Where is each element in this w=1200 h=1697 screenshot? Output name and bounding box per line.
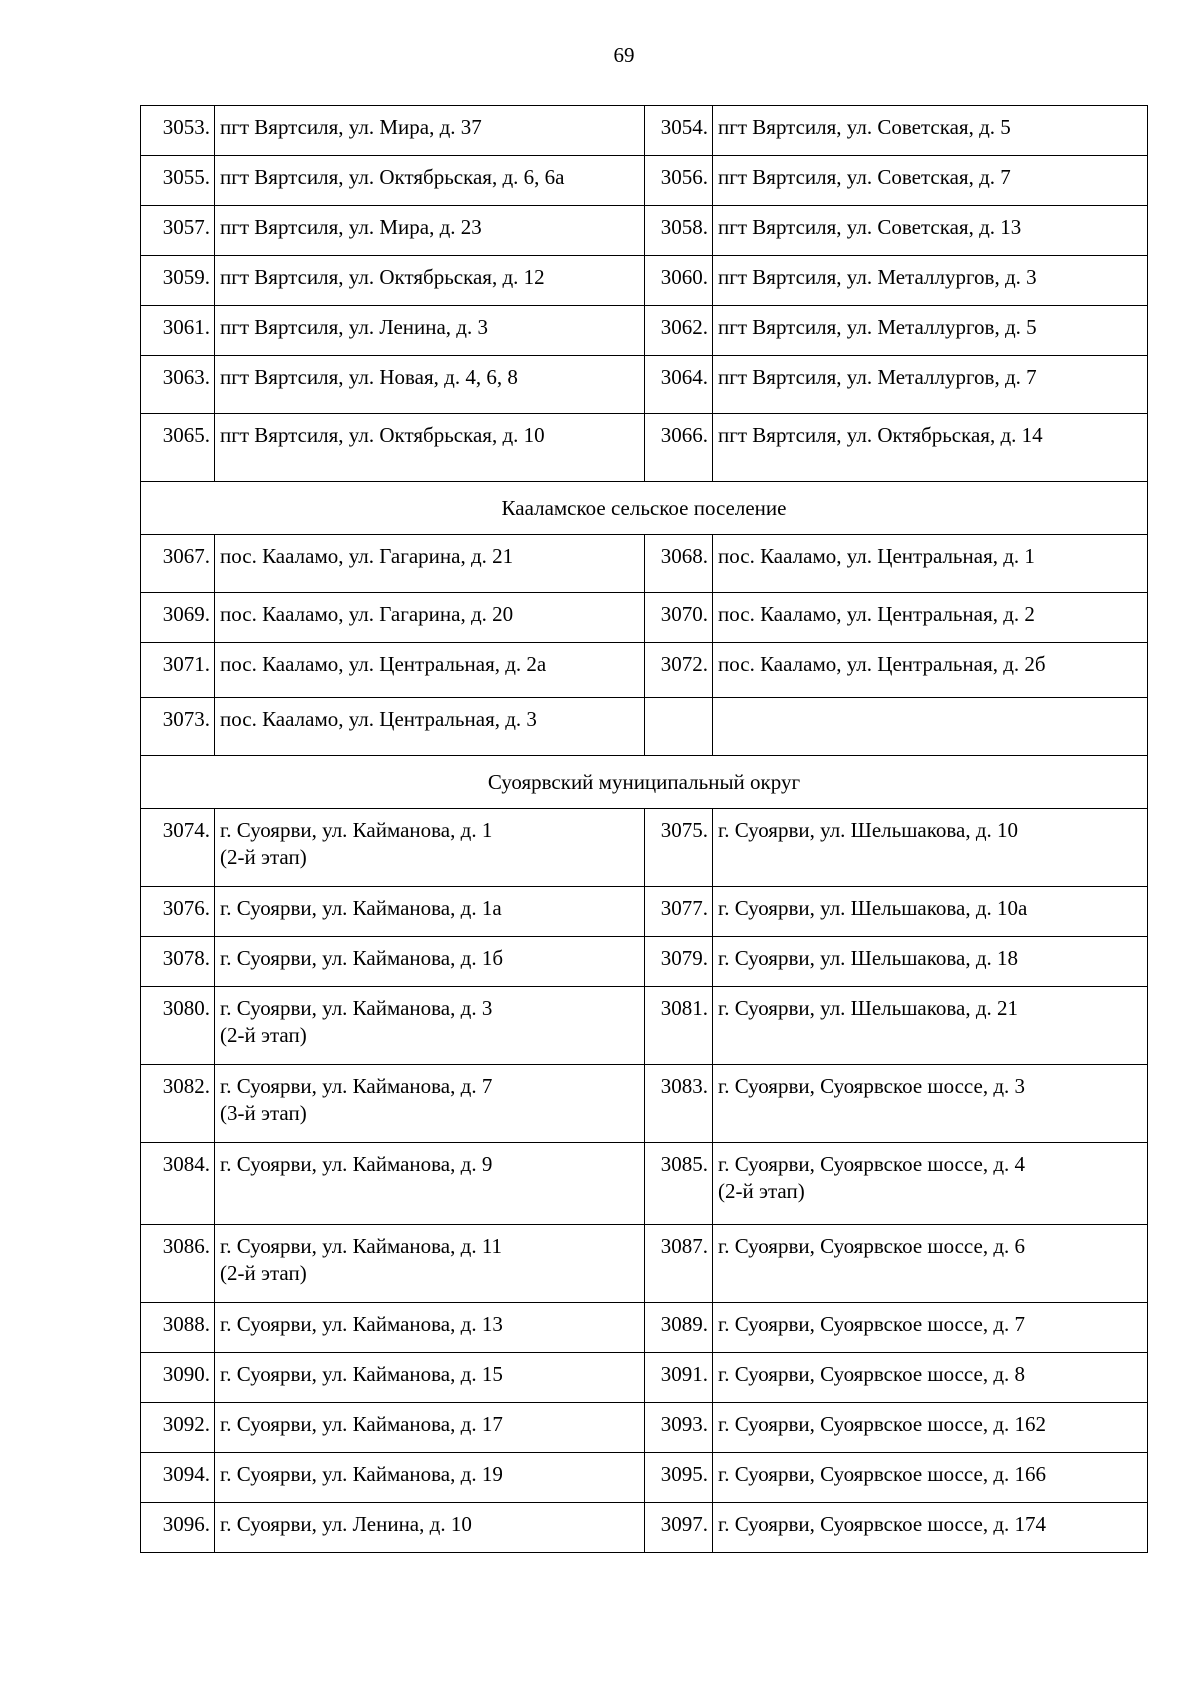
address-cell (713, 414, 1148, 482)
entry-number: 3071. (141, 643, 215, 698)
address-cell (215, 937, 645, 987)
entry-number: 3056. (645, 156, 713, 206)
entry-number: 3088. (141, 1303, 215, 1353)
address-cell (215, 1503, 645, 1553)
entry-number: 3063. (141, 356, 215, 414)
address-cell (215, 1303, 645, 1353)
address-line: пгт Вяртсиля, ул. Октябрьская, д. 10 (220, 423, 545, 447)
entry-number: 3057. (141, 206, 215, 256)
address-cell (713, 306, 1148, 356)
address-cell (713, 698, 1148, 756)
address-cell (713, 1503, 1148, 1553)
entry-number: 3060. (645, 256, 713, 306)
address-line: (2-й этап) (220, 1023, 307, 1047)
address-cell (215, 887, 645, 937)
entry-number: 3062. (645, 306, 713, 356)
address-cell (215, 206, 645, 256)
address-cell (713, 593, 1148, 643)
address-line: г. Суоярви, ул. Шельшакова, д. 21 (718, 996, 1019, 1020)
address-line: пгт Вяртсиля, ул. Советская, д. 5 (718, 115, 1011, 139)
address-cell (713, 206, 1148, 256)
address-cell (215, 987, 645, 1065)
address-line: г. Суоярви, Суоярвское шоссе, д. 8 (718, 1362, 1026, 1386)
table-row (141, 1453, 1148, 1503)
address-line: (3-й этап) (220, 1101, 307, 1125)
table-row (141, 1403, 1148, 1453)
address-cell (215, 1143, 645, 1225)
address-line: пгт Вяртсиля, ул. Новая, д. 4, 6, 8 (220, 365, 518, 389)
address-line: г. Суоярви, Суоярвское шоссе, д. 3 (718, 1074, 1026, 1098)
address-cell (215, 156, 645, 206)
address-line: г. Суоярви, ул. Кайманова, д. 1 (220, 818, 493, 842)
address-cell (713, 1453, 1148, 1503)
address-line: г. Суоярви, ул. Кайманова, д. 11 (220, 1234, 503, 1258)
address-line: пос. Кааламо, ул. Центральная, д. 2 (718, 602, 1035, 626)
entry-number: 3065. (141, 414, 215, 482)
entry-number: 3072. (645, 643, 713, 698)
entry-number: 3091. (645, 1353, 713, 1403)
entry-number: 3069. (141, 593, 215, 643)
table-row (141, 643, 1148, 698)
section-heading-row (141, 482, 1148, 535)
address-line: (2-й этап) (718, 1179, 805, 1203)
entry-number: 3094. (141, 1453, 215, 1503)
address-line: г. Суоярви, Суоярвское шоссе, д. 162 (718, 1412, 1047, 1436)
entry-number: 3067. (141, 535, 215, 593)
address-cell (215, 698, 645, 756)
address-line: г. Суоярви, Суоярвское шоссе, д. 4 (718, 1152, 1026, 1176)
entry-number: 3086. (141, 1225, 215, 1303)
address-line: пгт Вяртсиля, ул. Советская, д. 7 (718, 165, 1011, 189)
address-line: пос. Кааламо, ул. Гагарина, д. 21 (220, 544, 514, 568)
entry-number: 3053. (141, 106, 215, 156)
entry-number: 3084. (141, 1143, 215, 1225)
entry-number: 3082. (141, 1065, 215, 1143)
address-cell (215, 106, 645, 156)
entry-number: 3092. (141, 1403, 215, 1453)
table-row (141, 356, 1148, 414)
address-cell (713, 1403, 1148, 1453)
address-cell (215, 1065, 645, 1143)
address-line: г. Суоярви, ул. Шельшакова, д. 18 (718, 946, 1019, 970)
address-cell (215, 535, 645, 593)
address-line: г. Суоярви, Суоярвское шоссе, д. 6 (718, 1234, 1026, 1258)
entry-number: 3066. (645, 414, 713, 482)
address-cell (713, 1303, 1148, 1353)
table-row (141, 414, 1148, 482)
address-line: г. Суоярви, Суоярвское шоссе, д. 7 (718, 1312, 1026, 1336)
section-heading-row (141, 756, 1148, 809)
entry-number: 3090. (141, 1353, 215, 1403)
table-row (141, 593, 1148, 643)
entry-number: 3096. (141, 1503, 215, 1553)
address-line: пгт Вяртсиля, ул. Октябрьская, д. 14 (718, 423, 1043, 447)
address-line: пос. Кааламо, ул. Центральная, д. 3 (220, 707, 537, 731)
table-row (141, 987, 1148, 1065)
address-cell (713, 1353, 1148, 1403)
entry-number: 3095. (645, 1453, 713, 1503)
address-line: г. Суоярви, Суоярвское шоссе, д. 166 (718, 1462, 1047, 1486)
entry-number: 3097. (645, 1503, 713, 1553)
section-heading: Суоярвский муниципальный округ (141, 756, 1148, 809)
address-cell (215, 1453, 645, 1503)
entry-number: 3089. (645, 1303, 713, 1353)
address-line: пгт Вяртсиля, ул. Металлургов, д. 7 (718, 365, 1037, 389)
address-line: г. Суоярви, ул. Кайманова, д. 17 (220, 1412, 503, 1436)
page-number: 69 (613, 43, 635, 67)
address-line: г. Суоярви, ул. Кайманова, д. 15 (220, 1362, 503, 1386)
address-cell (215, 643, 645, 698)
entry-number: 3093. (645, 1403, 713, 1453)
address-line: г. Суоярви, ул. Шельшакова, д. 10 (718, 818, 1019, 842)
address-line: пгт Вяртсиля, ул. Мира, д. 37 (220, 115, 482, 139)
table-row (141, 809, 1148, 887)
address-line: г. Суоярви, ул. Кайманова, д. 13 (220, 1312, 503, 1336)
entry-number: 3079. (645, 937, 713, 987)
table-row (141, 106, 1148, 156)
table-row (141, 1503, 1148, 1553)
address-cell (713, 809, 1148, 887)
address-cell (713, 106, 1148, 156)
address-line: (2-й этап) (220, 845, 307, 869)
table-row (141, 1143, 1148, 1225)
entry-number: 3055. (141, 156, 215, 206)
address-line: г. Суоярви, ул. Кайманова, д. 1б (220, 946, 503, 970)
address-line: г. Суоярви, ул. Шельшакова, д. 10а (718, 896, 1028, 920)
table-row (141, 306, 1148, 356)
entry-number: 3074. (141, 809, 215, 887)
address-cell (215, 809, 645, 887)
table-row (141, 206, 1148, 256)
address-cell (713, 1065, 1148, 1143)
address-cell (713, 643, 1148, 698)
address-table-body (141, 106, 1148, 1553)
address-cell (713, 256, 1148, 306)
address-cell (713, 937, 1148, 987)
entry-number (645, 698, 713, 756)
address-line: пгт Вяртсиля, ул. Металлургов, д. 5 (718, 315, 1037, 339)
address-line: пос. Кааламо, ул. Гагарина, д. 20 (220, 602, 514, 626)
entry-number: 3068. (645, 535, 713, 593)
address-cell (713, 1143, 1148, 1225)
table-row (141, 1065, 1148, 1143)
entry-number: 3078. (141, 937, 215, 987)
entry-number: 3083. (645, 1065, 713, 1143)
table-row (141, 1225, 1148, 1303)
address-cell (713, 887, 1148, 937)
entry-number: 3081. (645, 987, 713, 1065)
address-line: г. Суоярви, ул. Кайманова, д. 9 (220, 1152, 493, 1176)
entry-number: 3075. (645, 809, 713, 887)
table-row (141, 1303, 1148, 1353)
entry-number: 3087. (645, 1225, 713, 1303)
address-line: г. Суоярви, Суоярвское шоссе, д. 174 (718, 1512, 1047, 1536)
address-cell (713, 356, 1148, 414)
entry-number: 3076. (141, 887, 215, 937)
entry-number: 3058. (645, 206, 713, 256)
address-cell (215, 1353, 645, 1403)
address-line: пгт Вяртсиля, ул. Октябрьская, д. 6, 6а (220, 165, 565, 189)
address-cell (713, 156, 1148, 206)
table-row (141, 698, 1148, 756)
table-row (141, 937, 1148, 987)
address-line: пгт Вяртсиля, ул. Советская, д. 13 (718, 215, 1022, 239)
address-line: (2-й этап) (220, 1261, 307, 1285)
address-cell (215, 1403, 645, 1453)
address-line: г. Суоярви, ул. Кайманова, д. 7 (220, 1074, 493, 1098)
entry-number: 3061. (141, 306, 215, 356)
entry-number: 3064. (645, 356, 713, 414)
address-line: пос. Кааламо, ул. Центральная, д. 2а (220, 652, 547, 676)
address-cell (215, 414, 645, 482)
address-line: г. Суоярви, ул. Кайманова, д. 19 (220, 1462, 503, 1486)
address-line: г. Суоярви, ул. Ленина, д. 10 (220, 1512, 472, 1536)
address-line: г. Суоярви, ул. Кайманова, д. 3 (220, 996, 493, 1020)
section-heading: Кааламское сельское поселение (141, 482, 1148, 535)
address-line: г. Суоярви, ул. Кайманова, д. 1а (220, 896, 502, 920)
address-table (140, 105, 1148, 1553)
table-row (141, 535, 1148, 593)
address-line: пос. Кааламо, ул. Центральная, д. 1 (718, 544, 1035, 568)
address-cell (713, 987, 1148, 1065)
entry-number: 3059. (141, 256, 215, 306)
table-row (141, 1353, 1148, 1403)
entry-number: 3080. (141, 987, 215, 1065)
address-line: пос. Кааламо, ул. Центральная, д. 2б (718, 652, 1046, 676)
entry-number: 3070. (645, 593, 713, 643)
address-cell (215, 306, 645, 356)
address-cell (215, 356, 645, 414)
address-line: пгт Вяртсиля, ул. Мира, д. 23 (220, 215, 482, 239)
table-row (141, 156, 1148, 206)
address-line: пгт Вяртсиля, ул. Металлургов, д. 3 (718, 265, 1037, 289)
entry-number: 3073. (141, 698, 215, 756)
table-row (141, 256, 1148, 306)
address-cell (215, 593, 645, 643)
entry-number: 3085. (645, 1143, 713, 1225)
entry-number: 3054. (645, 106, 713, 156)
address-cell (215, 256, 645, 306)
address-line: пгт Вяртсиля, ул. Октябрьская, д. 12 (220, 265, 545, 289)
entry-number: 3077. (645, 887, 713, 937)
table-row (141, 887, 1148, 937)
address-cell (713, 535, 1148, 593)
address-cell (713, 1225, 1148, 1303)
address-cell (215, 1225, 645, 1303)
address-line: пгт Вяртсиля, ул. Ленина, д. 3 (220, 315, 488, 339)
